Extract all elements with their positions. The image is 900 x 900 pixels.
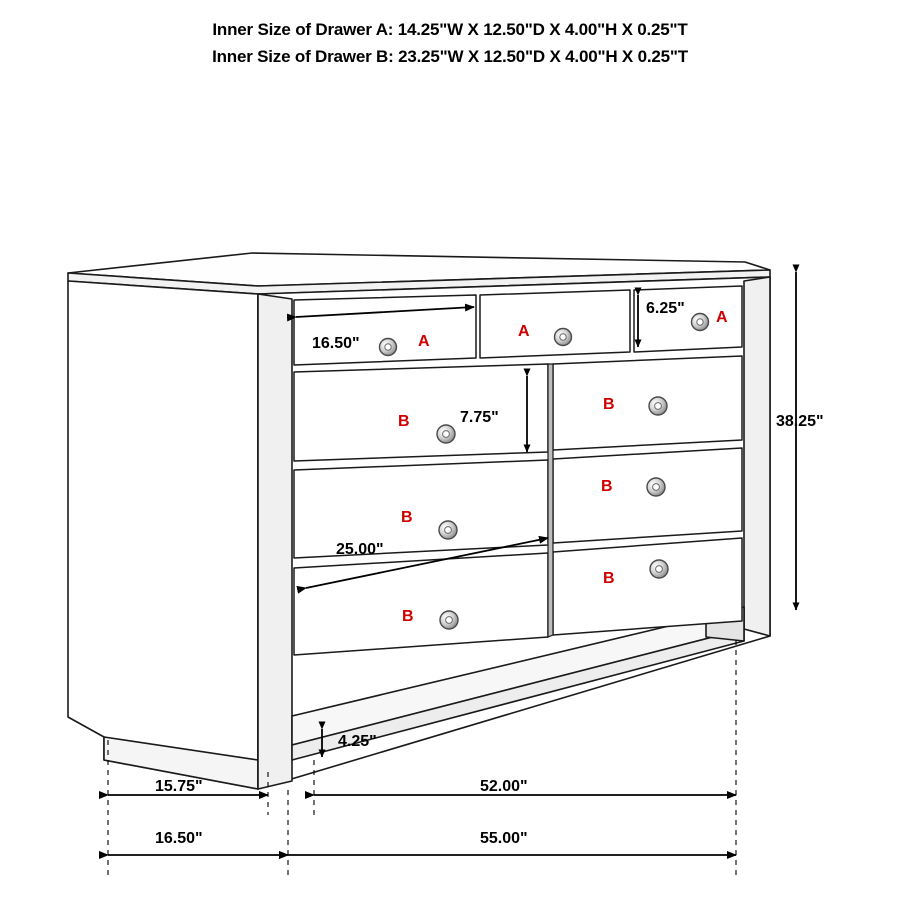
drawer-label-b-1: B (398, 413, 410, 430)
drawer-front-b2 (553, 356, 742, 450)
drawer-label-a-3: A (716, 309, 728, 326)
drawer-label-b-6: B (603, 570, 615, 587)
dim-label-55-00: 55.00" (480, 830, 528, 847)
drawer-front-b4 (553, 448, 742, 543)
dim-label-7-75: 7.75" (460, 409, 499, 426)
dim-label-52-00: 52.00" (480, 778, 528, 795)
header-line-drawer-a: Inner Size of Drawer A: 14.25"W X 12.50"D X 4.00"H X 0.25"T (212, 20, 688, 39)
dim-label-6-25: 6.25" (646, 300, 685, 317)
dim-label-16-50-bottom: 16.50" (155, 830, 203, 847)
dim-label-38-25: 38.25" (776, 413, 824, 430)
drawer-front-b5 (294, 553, 548, 655)
drawer-front-b3 (294, 460, 548, 558)
drawer-label-a-2: A (518, 323, 530, 340)
dim-label-16-50-top: 16.50" (312, 335, 360, 352)
drawer-front-a2 (480, 290, 630, 358)
drawer-label-b-5: B (402, 608, 414, 625)
header-line-drawer-b: Inner Size of Drawer B: 23.25"W X 12.50"D X 4.00"H X 0.25"T (212, 47, 688, 66)
drawer-label-b-3: B (401, 509, 413, 526)
drawer-label-a-1: A (418, 333, 430, 350)
center-divider (548, 364, 553, 637)
drawer-fronts (294, 286, 742, 655)
dim-label-4-25: 4.25" (338, 733, 377, 750)
dim-label-25-00: 25.00" (336, 541, 384, 558)
drawer-label-b-4: B (601, 478, 613, 495)
drawer-label-b-2: B (603, 396, 615, 413)
dim-label-15-75: 15.75" (155, 778, 203, 795)
drawer-front-b1 (294, 364, 548, 461)
drawer-front-b6 (553, 538, 742, 635)
